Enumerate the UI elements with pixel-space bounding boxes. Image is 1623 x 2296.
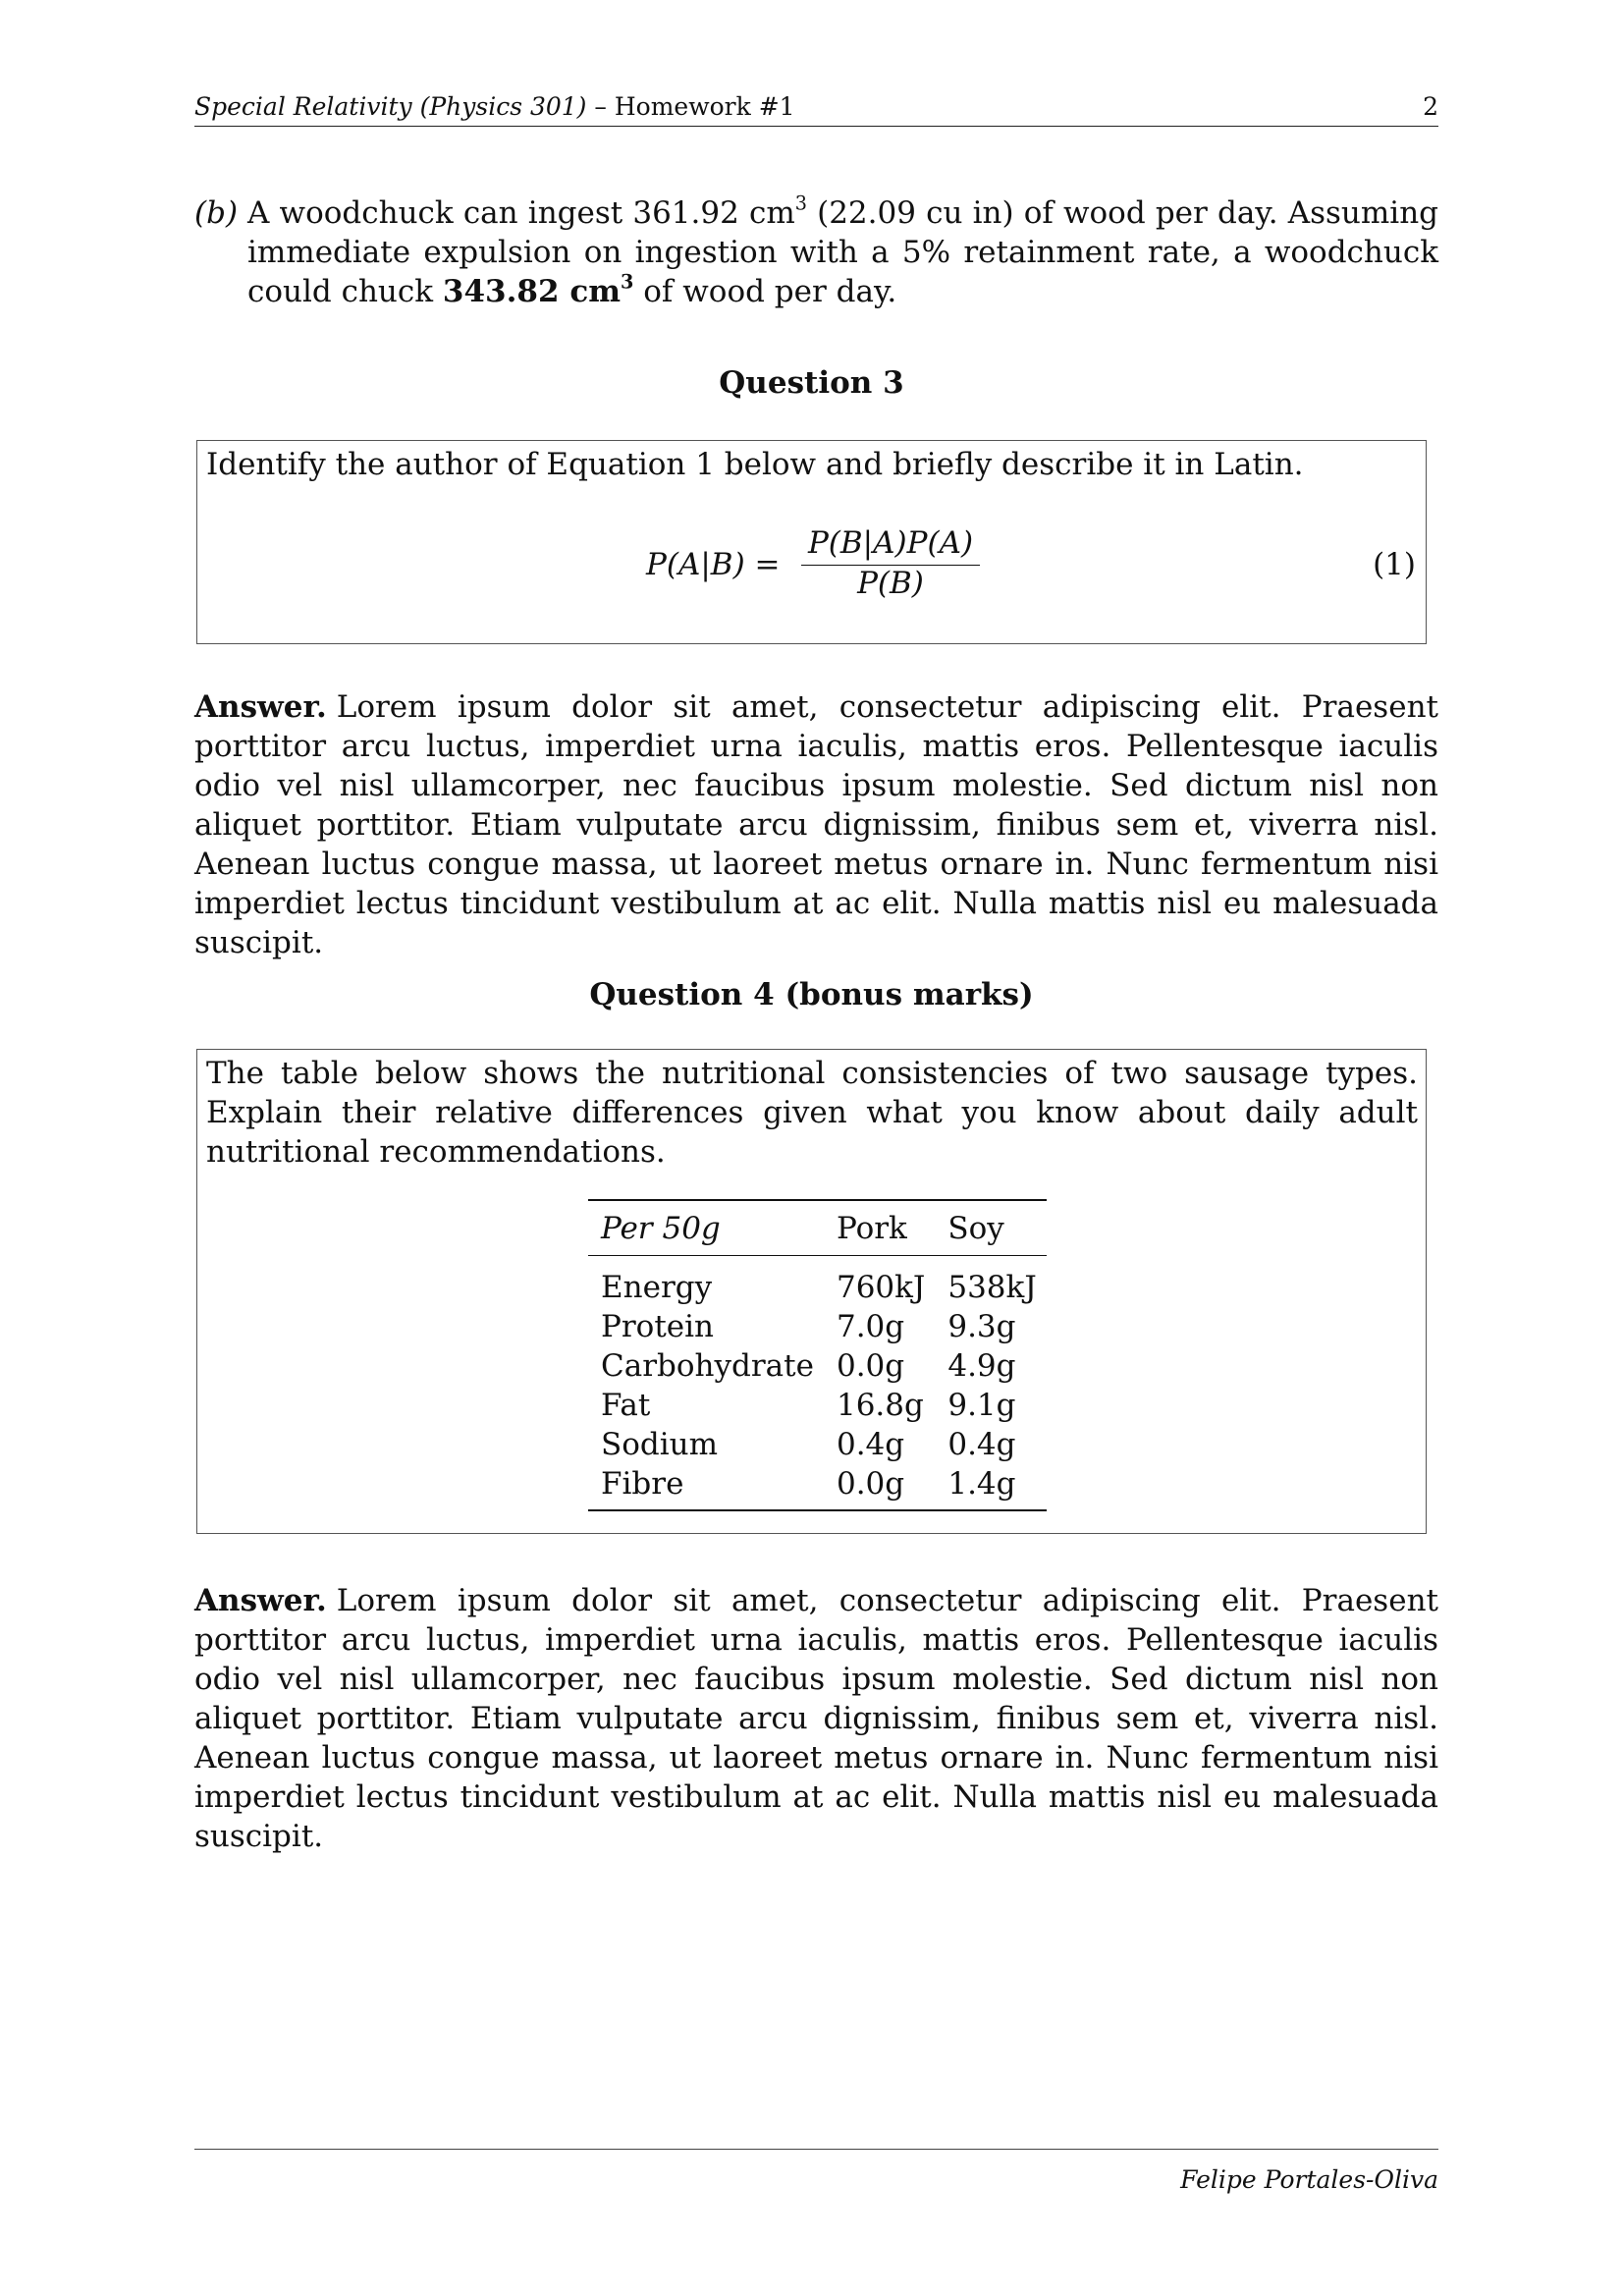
superscript: 3: [794, 191, 807, 215]
equation-denominator: P(B): [857, 566, 924, 601]
table-header-row: [588, 1200, 1047, 1256]
pork-value: 760kJ: [836, 1270, 926, 1305]
soy-value: 9.3g: [947, 1309, 1016, 1344]
pork-value: 0.0g: [836, 1348, 905, 1384]
assignment-name: Homework #1: [614, 92, 795, 121]
table-row: [588, 1346, 1047, 1386]
question-4-heading: Question 4 (bonus marks): [589, 977, 1034, 1012]
question-3-box: [196, 440, 1427, 644]
answer-label: Answer.: [194, 689, 327, 725]
equation-lhs: P(A|B) =: [646, 547, 781, 582]
soy-value: 1.4g: [947, 1466, 1016, 1502]
header-title: [194, 92, 795, 121]
soy-value: 538kJ: [947, 1270, 1037, 1305]
header-separator: –: [586, 92, 615, 121]
question-4-box: [196, 1049, 1427, 1534]
nutrient-name: Protein: [601, 1309, 715, 1344]
question-4-prompt: The table below shows the nutritional consistencies of two sausage types. Explain their relative differences given what you know about daily adult nutritional recommendations.: [206, 1056, 1418, 1170]
pork-value: 0.4g: [836, 1427, 905, 1462]
question-3-answer: [194, 687, 1438, 962]
nutrient-name: Carbohydrate: [601, 1348, 814, 1384]
pork-value: 16.8g: [836, 1388, 924, 1423]
table-row: [588, 1307, 1047, 1346]
soy-value: 9.1g: [947, 1388, 1016, 1423]
part-b: [194, 193, 1438, 311]
bold-value: 343.82 cm: [442, 274, 622, 309]
bold-result: [442, 270, 634, 309]
footer-divider: [194, 2149, 1438, 2150]
answer-label: Answer.: [194, 1583, 327, 1618]
column-header: Pork: [836, 1210, 907, 1246]
nutrient-name: Sodium: [601, 1427, 719, 1462]
course-name: Special Relativity (Physics 301): [194, 92, 587, 121]
column-header: Per 50g: [601, 1210, 721, 1246]
equation-1: [197, 525, 1426, 614]
footer-author: Felipe Portales-Oliva: [1180, 2165, 1438, 2194]
table-row: [588, 1256, 1047, 1308]
soy-value: 4.9g: [947, 1348, 1016, 1384]
nutrition-table: [588, 1199, 1047, 1511]
nutrient-name: Fat: [601, 1388, 651, 1423]
answer-text: Lorem ipsum dolor sit amet, consectetur adipiscing elit. Praesent porttitor arcu luctus, imperdiet urna iaculis, mattis eros. Pellentesque iaculis odio vel nisl ullamcorper, nec faucibus ipsum molestie. Sed dictum nisl non aliquet porttitor. Etiam vulputate arcu dignissim, finibus sem et, viverra nisl. Aenean luctus congue massa, ut laoreet metus ornare in. Nunc fermentum nisi imperdiet lectus tincidunt vestibulum at ac elit. Nulla mattis nisl eu malesuada suscipit.: [194, 1583, 1438, 1854]
equation-number: (1): [1373, 547, 1416, 582]
part-b-label: (b): [194, 195, 239, 231]
table-row: [588, 1425, 1047, 1464]
soy-value: 0.4g: [947, 1427, 1016, 1462]
nutrient-name: Energy: [601, 1270, 713, 1305]
part-b-text-2: (22.09 cu in) of wood per day. Assuming immediate expulsion on ingestion with a 5% retainment rate, a woodchuck could chuck: [247, 195, 1438, 309]
pork-value: 0.0g: [836, 1466, 905, 1502]
answer-text: Lorem ipsum dolor sit amet, consectetur adipiscing elit. Praesent porttitor arcu luctus, imperdiet urna iaculis, mattis eros. Pellentesque iaculis odio vel nisl ullamcorper, nec faucibus ipsum molestie. Sed dictum nisl non aliquet porttitor. Etiam vulputate arcu dignissim, finibus sem et, viverra nisl. Aenean luctus congue massa, ut laoreet metus ornare in. Nunc fermentum nisi imperdiet lectus tincidunt vestibulum at ac elit. Nulla mattis nisl eu malesuada suscipit.: [194, 689, 1438, 960]
column-header: Soy: [947, 1210, 1004, 1246]
part-b-text-1: A woodchuck can ingest 361.92 cm: [247, 195, 795, 231]
part-b-text-3: of wood per day.: [633, 274, 897, 309]
question-3-heading: Question 3: [719, 365, 904, 401]
table-row: [588, 1386, 1047, 1425]
pork-value: 7.0g: [836, 1309, 905, 1344]
equation-fraction: [801, 525, 980, 605]
table-row: [588, 1464, 1047, 1510]
question-4-answer: [194, 1581, 1438, 1856]
page-header: [194, 90, 1438, 127]
nutrient-name: Fibre: [601, 1466, 684, 1502]
superscript: 3: [621, 270, 634, 294]
part-b-text: [247, 193, 1438, 311]
question-3-prompt: Identify the author of Equation 1 below and briefly describe it in Latin.: [206, 447, 1304, 482]
page-number: 2: [1423, 92, 1438, 121]
equation-numerator: P(B|A)P(A): [801, 525, 980, 566]
